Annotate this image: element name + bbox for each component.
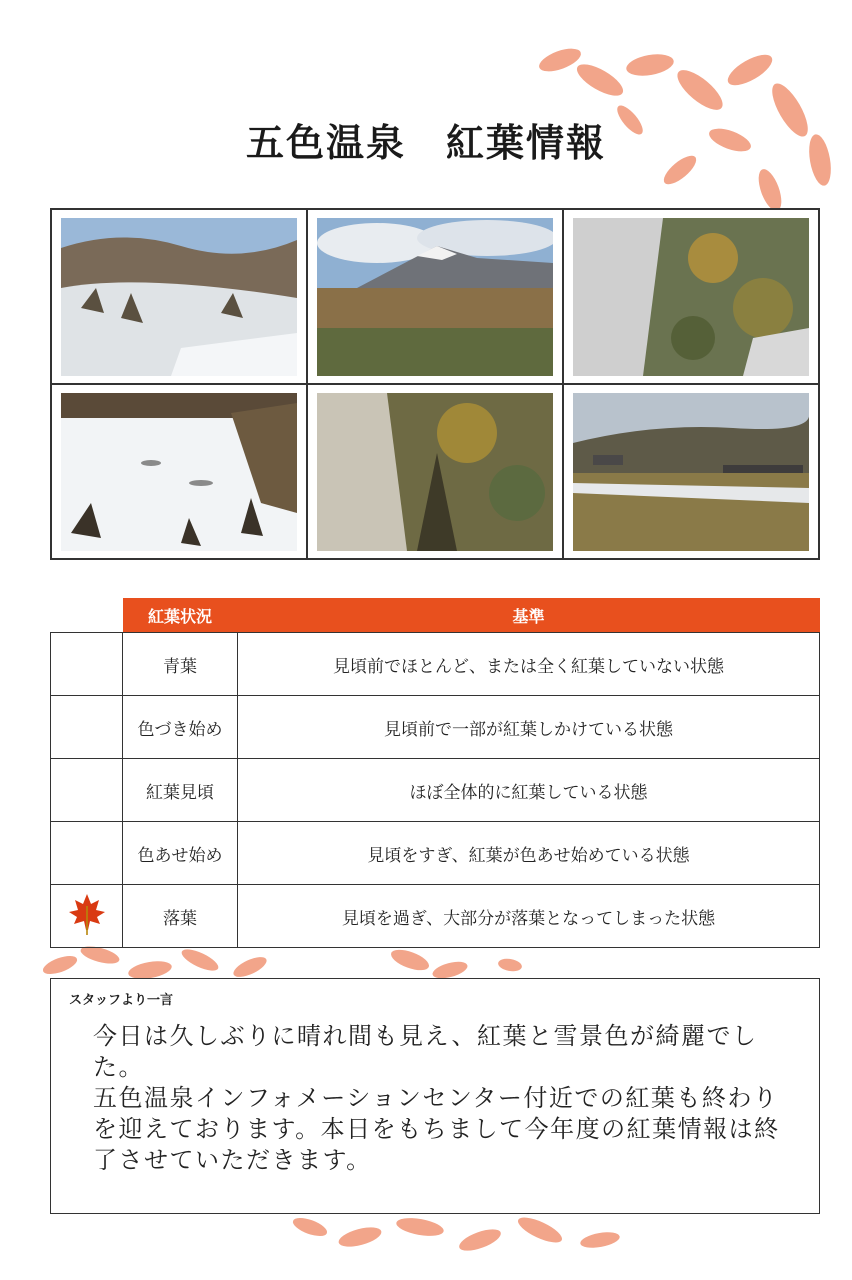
decorative-leaves-bottom [290,1212,650,1262]
photo-cell [563,209,819,384]
foliage-legend-table [50,598,820,948]
marker-cell [51,885,123,948]
snowy-valley-photo[interactable] [61,218,297,376]
marker-cell [51,633,123,696]
page-title: 五色温泉 紅葉情報 [245,121,606,165]
onsen-buildings-photo[interactable] [573,393,809,551]
table-row [51,633,820,696]
staff-comment-title: スタッフより一言 [69,993,174,1008]
photo-cell [307,209,563,384]
status-cell: 紅葉見頃 [123,759,238,822]
status-cell: 色あせ始め [123,822,238,885]
criteria-cell: ほぼ全体的に紅葉している状態 [238,759,820,822]
criteria-cell: 見頃前でほとんど、または全く紅葉していない状態 [238,633,820,696]
criteria-cell: 見頃を過ぎ、大部分が落葉となってしまった状態 [238,885,820,948]
status-cell: 色づき始め [123,696,238,759]
maple-leaf-icon [67,892,107,936]
ravine-foliage-photo[interactable] [317,393,553,551]
staff-comment-text: 今日は久しぶりに晴れ間も見え、紅葉と雪景色が綺麗でした。 五色温泉インフォメーションセンター付近での紅葉も終わりを迎えております。本日をもちまして今年度の紅葉情報は終了させていただきます。 [93,1022,780,1174]
criteria-cell: 見頃前で一部が紅葉しかけている状態 [238,696,820,759]
header-criteria: 基準 [238,598,820,633]
photo-cell [51,384,307,559]
criteria-cell: 見頃をすぎ、紅葉が色あせ始めている状態 [238,822,820,885]
table-row [51,885,820,948]
header-status: 紅葉状況 [123,598,238,633]
table-row [51,822,820,885]
photo-cell [51,209,307,384]
photo-cell [563,384,819,559]
marker-cell [51,696,123,759]
mountain-under-clouds-photo[interactable] [317,218,553,376]
photo-grid [50,208,820,560]
photo-cell [307,384,563,559]
status-cell: 青葉 [123,633,238,696]
table-row [51,696,820,759]
snowy-cliff-foliage-photo[interactable] [573,218,809,376]
status-cell: 落葉 [123,885,238,948]
marker-cell [51,759,123,822]
marker-cell [51,822,123,885]
staff-comment-box [50,978,820,1214]
table-row [51,759,820,822]
snow-field-shrubs-photo[interactable] [61,393,297,551]
